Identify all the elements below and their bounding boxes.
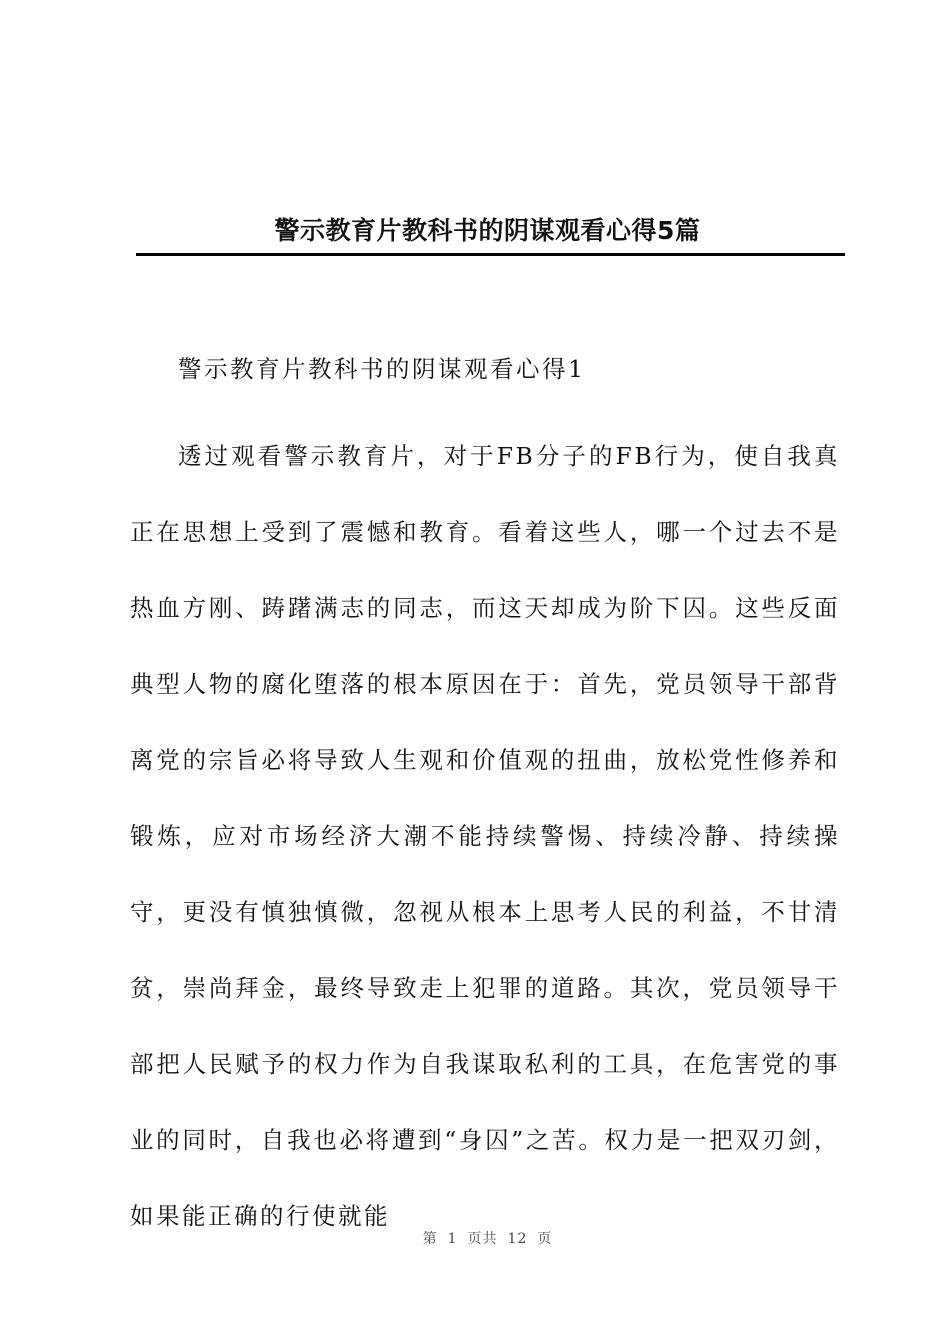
total-page-count: 12 bbox=[507, 1231, 528, 1247]
footer-suffix: 页 bbox=[537, 1231, 553, 1247]
footer-middle: 页共 bbox=[467, 1231, 498, 1247]
title-underline bbox=[136, 253, 845, 256]
document-body bbox=[130, 345, 840, 1254]
page-footer bbox=[0, 1228, 950, 1248]
body-paragraph: 透过观看警示教育片，对于FB分子的FB行为，使自我真正在思想上受到了震憾和教育。看着这些人，哪一个过去不是热血方刚、踌躇满志的同志，而这天却成为阶下囚。这些反面典型人物的腐化堕落的根本原因在于：首先，党员领导干部背离党的宗旨必将导致人生观和价值观的扭曲，放松党性修养和锻炼，应对市场经济大潮不能持续警惕、持续冷静、持续操守，更没有慎独慎微，忽视从根本上思考人民的利益，不甘清贫，崇尚拜金，最终导致走上犯罪的道路。其次，党员领导干部把人民赋予的权力作为自我谋取私利的工具，在危害党的事业的同时，自我也必将遭到“身囚”之苦。权力是一把双刃剑，如果能正确的行使就能 bbox=[130, 442, 840, 1230]
current-page-number: 1 bbox=[447, 1231, 458, 1247]
document-title: 警示教育片教科书的阴谋观看心得5篇 bbox=[274, 215, 701, 245]
footer-prefix: 第 bbox=[422, 1231, 438, 1247]
section-heading: 警示教育片教科书的阴谋观看心得1 bbox=[178, 355, 586, 383]
